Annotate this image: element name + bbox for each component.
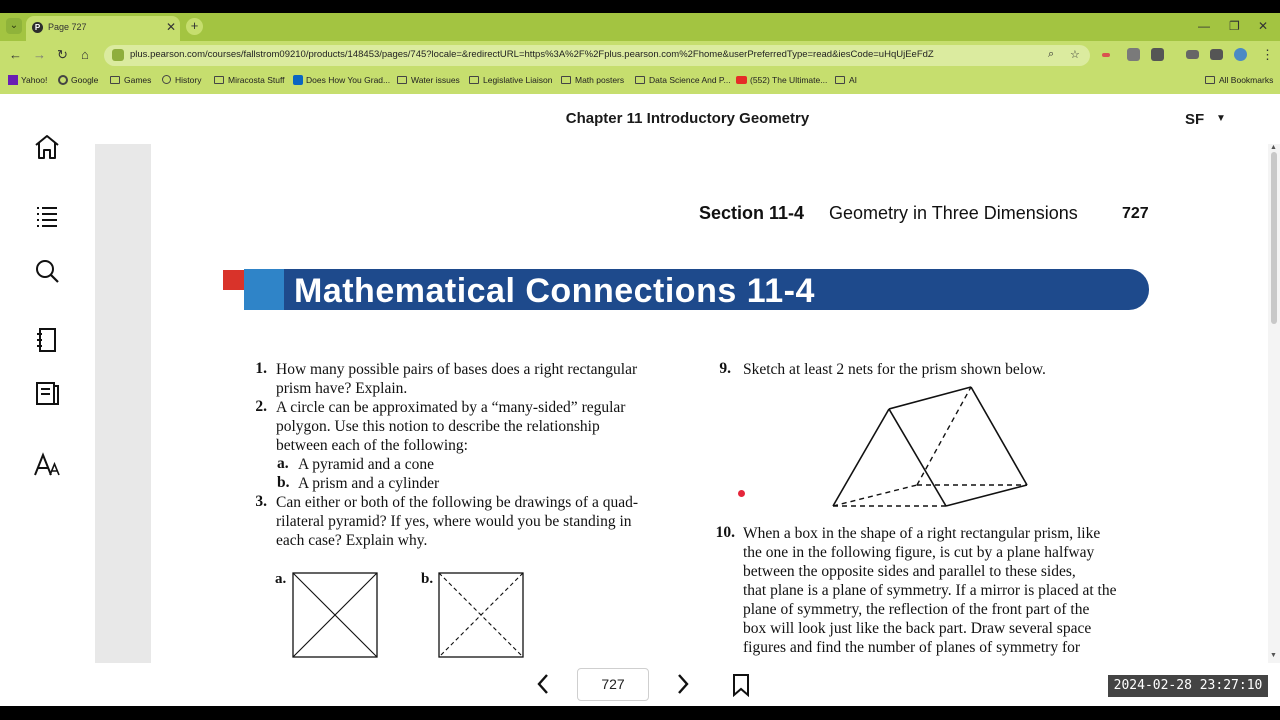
restore-icon[interactable]: ❐ xyxy=(1229,19,1240,33)
question-text: When a box in the shape of a right rectangular prism, like xyxy=(743,525,1101,542)
folder-icon xyxy=(110,76,120,84)
chevron-left-icon[interactable] xyxy=(535,672,551,696)
yahoo-icon xyxy=(8,75,18,85)
all-bookmarks[interactable]: All Bookmarks xyxy=(1205,75,1273,85)
bookmark-youtube[interactable]: (552) The Ultimate... xyxy=(736,75,827,85)
bookmark-games[interactable]: Games xyxy=(110,75,151,85)
bookmark-google[interactable]: Google xyxy=(58,75,98,85)
question-number: 1. xyxy=(255,360,267,377)
question-text: each case? Explain why. xyxy=(276,532,428,549)
folder-icon xyxy=(561,76,571,84)
question-text: between each of the following: xyxy=(276,437,468,454)
reload-icon[interactable]: ↻ xyxy=(57,47,68,62)
sidebar xyxy=(0,94,95,663)
question-number: 3. xyxy=(255,493,267,510)
home-icon[interactable] xyxy=(32,132,62,162)
bookmark-data-science[interactable]: Data Science And P... xyxy=(635,75,731,85)
subquestion-label: a. xyxy=(277,455,289,472)
folder-icon xyxy=(835,76,845,84)
folder-icon xyxy=(635,76,645,84)
notebook-icon[interactable] xyxy=(32,325,62,355)
history-icon xyxy=(162,75,171,84)
reader-app xyxy=(0,94,1280,663)
question-text: Sketch at least 2 nets for the prism shown below. xyxy=(743,361,1046,378)
study-icon[interactable] xyxy=(32,378,62,408)
question-text: A circle can be approximated by a “many-sided” regular xyxy=(276,399,626,416)
question-text: A prism and a cylinder xyxy=(298,475,440,492)
search-icon[interactable] xyxy=(32,256,62,286)
tab-strip xyxy=(0,13,1280,41)
bookmark-icon[interactable] xyxy=(731,673,751,697)
page-number: 727 xyxy=(1122,205,1149,222)
folder-icon xyxy=(397,76,407,84)
bookmarks-bar xyxy=(0,70,1280,94)
extension-icon[interactable] xyxy=(1127,48,1140,61)
media-icon[interactable] xyxy=(1186,50,1199,59)
tab-title: Page 727 xyxy=(48,22,87,32)
folder-icon xyxy=(469,76,479,84)
google-icon xyxy=(58,75,68,85)
bookmark-miracosta[interactable]: Miracosta Stuff xyxy=(214,75,285,85)
question-text: polygon. Use this notion to describe the relationship xyxy=(276,418,600,435)
banner-title: Mathematical Connections 11-4 xyxy=(294,272,815,310)
navigation-bar xyxy=(0,41,1280,70)
menu-icon[interactable]: ⋮ xyxy=(1261,47,1274,62)
question-text: plane of symmetry, the reflection of the front part of the xyxy=(743,601,1090,618)
bookmark-legislative[interactable]: Legislative Liaison xyxy=(469,75,552,85)
question-text: figures and find the number of planes of symmetry for xyxy=(743,639,1081,656)
question-number: 2. xyxy=(255,398,267,415)
site-info-icon[interactable] xyxy=(112,49,124,61)
page-navigation-bar xyxy=(0,663,1280,706)
close-tab-icon[interactable]: ✕ xyxy=(166,20,177,34)
tab-search-button[interactable]: ⌄ xyxy=(6,18,22,34)
new-tab-button[interactable]: + xyxy=(186,18,203,35)
pearson-favicon-icon: P xyxy=(32,22,43,33)
question-text: box will look just like the back part. Draw several space xyxy=(743,620,1092,637)
chapter-title: Chapter 11 Introductory Geometry xyxy=(565,110,810,127)
bookmark-water[interactable]: Water issues xyxy=(397,75,460,85)
scrollbar[interactable] xyxy=(1268,144,1280,663)
browser-tab[interactable] xyxy=(26,16,180,41)
app-header xyxy=(95,94,1280,144)
scroll-up-icon[interactable]: ▲ xyxy=(1270,144,1277,151)
forward-icon[interactable]: → xyxy=(33,47,46,62)
question-text: rilateral pyramid? If yes, where would you be standing in xyxy=(276,513,632,530)
recording-timestamp: 2024-02-28 23:27:10 xyxy=(1108,675,1268,697)
contents-icon[interactable] xyxy=(32,202,62,232)
profile-avatar[interactable] xyxy=(1234,48,1247,61)
banner-accent-blue xyxy=(244,269,284,310)
caret-down-icon[interactable]: ▼ xyxy=(1216,113,1226,124)
cursor-highlight xyxy=(738,490,745,497)
bookmark-ai[interactable]: AI xyxy=(835,75,857,85)
bookmark-math-posters[interactable]: Math posters xyxy=(561,75,624,85)
section-title: Geometry in Three Dimensions xyxy=(829,203,1078,223)
question-text: the one in the following figure, is cut by a plane halfway xyxy=(743,544,1095,561)
extension-icon[interactable] xyxy=(1102,53,1110,57)
figure-label: b. xyxy=(421,571,434,587)
youtube-icon xyxy=(736,76,747,84)
linkedin-icon xyxy=(293,75,303,85)
triangular-prism-figure xyxy=(831,384,1031,509)
text-size-icon[interactable] xyxy=(32,450,62,480)
question-number: 10. xyxy=(715,524,735,541)
address-bar[interactable] xyxy=(104,45,1090,66)
question-number: 9. xyxy=(719,360,731,377)
section-banner xyxy=(244,269,1149,310)
question-text: that plane is a plane of symmetry. If a mirror is placed at the xyxy=(743,582,1117,599)
question-text: A pyramid and a cone xyxy=(298,456,435,473)
side-panel-icon[interactable] xyxy=(1210,49,1223,60)
question-text: prism have? Explain. xyxy=(276,380,408,397)
extensions-icon[interactable] xyxy=(1151,48,1164,61)
folder-icon xyxy=(214,76,224,84)
figure-label: a. xyxy=(275,571,287,587)
zoom-icon[interactable]: ⌕ xyxy=(1048,48,1055,60)
user-menu[interactable]: SF xyxy=(1185,111,1205,128)
bottom-black-strip xyxy=(0,706,1280,720)
scroll-down-icon[interactable]: ▼ xyxy=(1270,652,1277,659)
question-text: How many possible pairs of bases does a right rectangular xyxy=(276,361,638,378)
top-black-strip xyxy=(0,0,1280,13)
book-page xyxy=(151,144,1212,663)
subquestion-label: b. xyxy=(277,474,290,491)
chevron-right-icon[interactable] xyxy=(675,672,691,696)
page-number-input[interactable]: 727 xyxy=(577,668,649,701)
home-icon[interactable]: ⌂ xyxy=(81,47,89,62)
back-icon[interactable]: ← xyxy=(9,47,22,62)
section-label: Section 11-4 xyxy=(699,203,805,223)
banner-accent-red xyxy=(223,270,245,290)
pyramid-bottom-view-dashed xyxy=(438,572,524,658)
url-text: plus.pearson.com/courses/fallstrom09210/products/148453/pages/745?locale=&redirectURL=https%3A%2F%2Fplus.pearson.com%2Fhome&userPreferredType=read&iesCode=uHqUjEeFdZ xyxy=(130,49,934,60)
folder-icon xyxy=(1205,76,1215,84)
question-text: between the opposite sides and parallel to these sides, xyxy=(743,563,1076,580)
question-text: Can either or both of the following be drawings of a quad- xyxy=(276,494,639,511)
close-window-icon[interactable]: ✕ xyxy=(1258,19,1269,33)
star-icon[interactable]: ☆ xyxy=(1070,49,1080,61)
pyramid-top-view-solid xyxy=(292,572,378,658)
minimize-icon[interactable]: — xyxy=(1198,19,1210,33)
bookmark-history[interactable]: History xyxy=(162,75,201,85)
scroll-thumb[interactable] xyxy=(1271,152,1277,324)
bookmark-yahoo[interactable]: Yahoo! xyxy=(8,75,47,85)
bookmark-linkedin[interactable]: Does How You Grad... xyxy=(293,75,390,85)
